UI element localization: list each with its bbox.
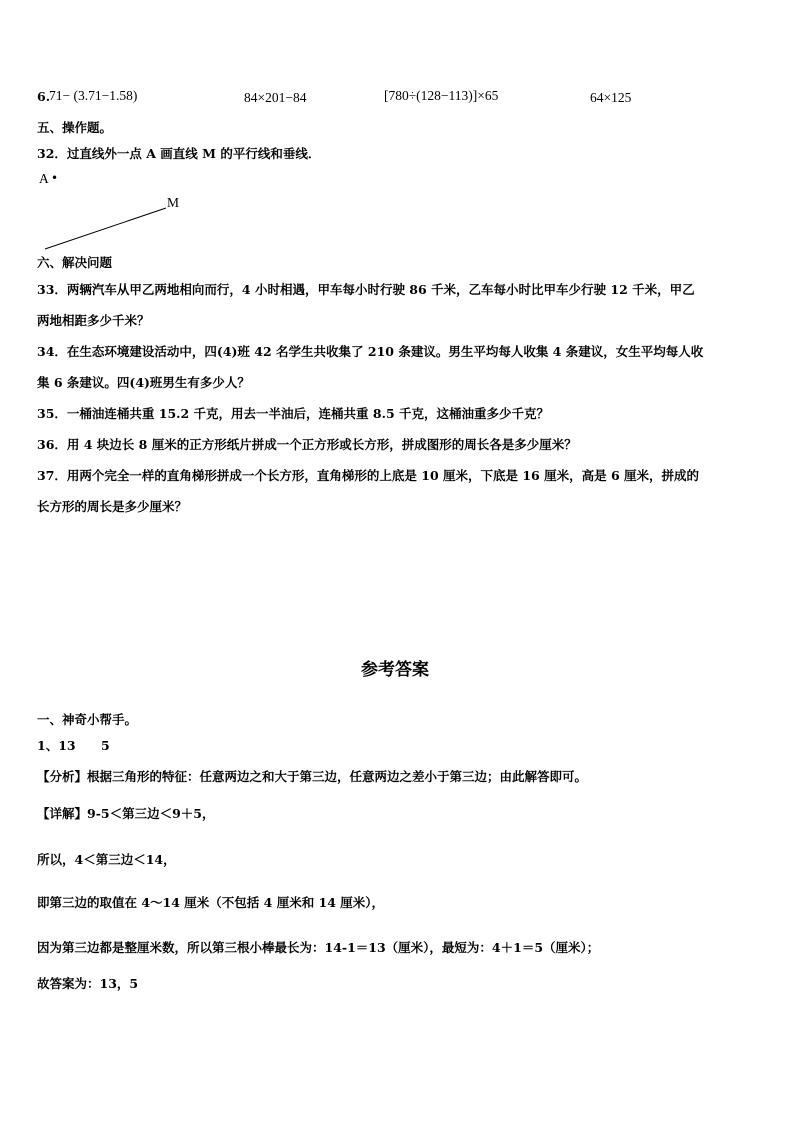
answer-1-first: 1、13: [37, 738, 76, 753]
answer-line-4: 因为第三边都是整厘米数，所以第三根小棒最长为：14-1＝13（厘米），最短为：4＋1＝5（厘米）；: [37, 940, 600, 955]
question-32: 32．过直线外一点 A 画直线 M 的平行线和垂线．: [37, 146, 321, 161]
answer-line-3: 即第三边的取值在 4～14 厘米（不包括 4 厘米和 14 厘米），: [37, 895, 385, 910]
expression-4: 64×125: [590, 90, 632, 105]
answer-detail: 【详解】9-5＜第三边＜9＋5，: [37, 806, 215, 821]
question-33-line-1: 33．两辆汽车从甲乙两地相向而行，4 小时相遇，甲车每小时行驶 86 千米，乙车每小时比甲车少行驶 12 千米，甲乙: [37, 282, 695, 297]
question-33-line-2: 两地相距多少千米？: [37, 313, 150, 328]
question-34-line-1: 34．在生态环境建设活动中，四(4)班 42 名学生共收集了 210 条建议。男生平均每人收集 4 条建议，女生平均每人收: [37, 344, 704, 359]
question-36: 36．用 4 块边长 8 厘米的正方形纸片拼成一个正方形或长方形，拼成图形的周长各是多少厘米？: [37, 437, 577, 452]
point-a-dot: •: [51, 171, 59, 185]
question-37-line-1: 37．用两个完全一样的直角梯形拼成一个长方形，直角梯形的上底是 10 厘米，下底是 16 厘米，高是 6 厘米，拼成的: [37, 468, 699, 483]
section-heading-operation: 五、操作题。: [37, 120, 113, 135]
answers-title: 参考答案: [361, 660, 429, 680]
question-35: 35．一桶油连桶共重 15.2 千克，用去一半油后，连桶共重 8.5 千克，这桶油重多少千克？: [37, 406, 549, 421]
question-37-line-2: 长方形的周长是多少厘米？: [37, 499, 188, 514]
answer-line-5: 故答案为：13，5: [37, 976, 139, 991]
answer-1-second: 5: [101, 738, 110, 753]
expression-1: 71− (3.71−1.58): [49, 88, 138, 103]
line-m-label: M: [167, 195, 180, 210]
point-a-label: A: [39, 171, 49, 186]
question-34-line-2: 集 6 条建议。四(4)班男生有多少人？: [37, 375, 250, 390]
section-heading-solve: 六、解决问题: [37, 255, 113, 270]
problem-number: 6.: [37, 89, 51, 104]
answers-section-1: 一、神奇小帮手。: [37, 712, 138, 727]
expression-3: [780÷(128−113)]×65: [384, 88, 499, 103]
answer-line-2: 所以，4＜第三边＜14，: [37, 852, 176, 867]
line-m: [45, 208, 166, 249]
expression-2: 84×201−84: [244, 90, 307, 105]
answer-analysis: 【分析】根据三角形的特征：任意两边之和大于第三边，任意两边之差小于第三边；由此解答即可。: [37, 769, 588, 784]
